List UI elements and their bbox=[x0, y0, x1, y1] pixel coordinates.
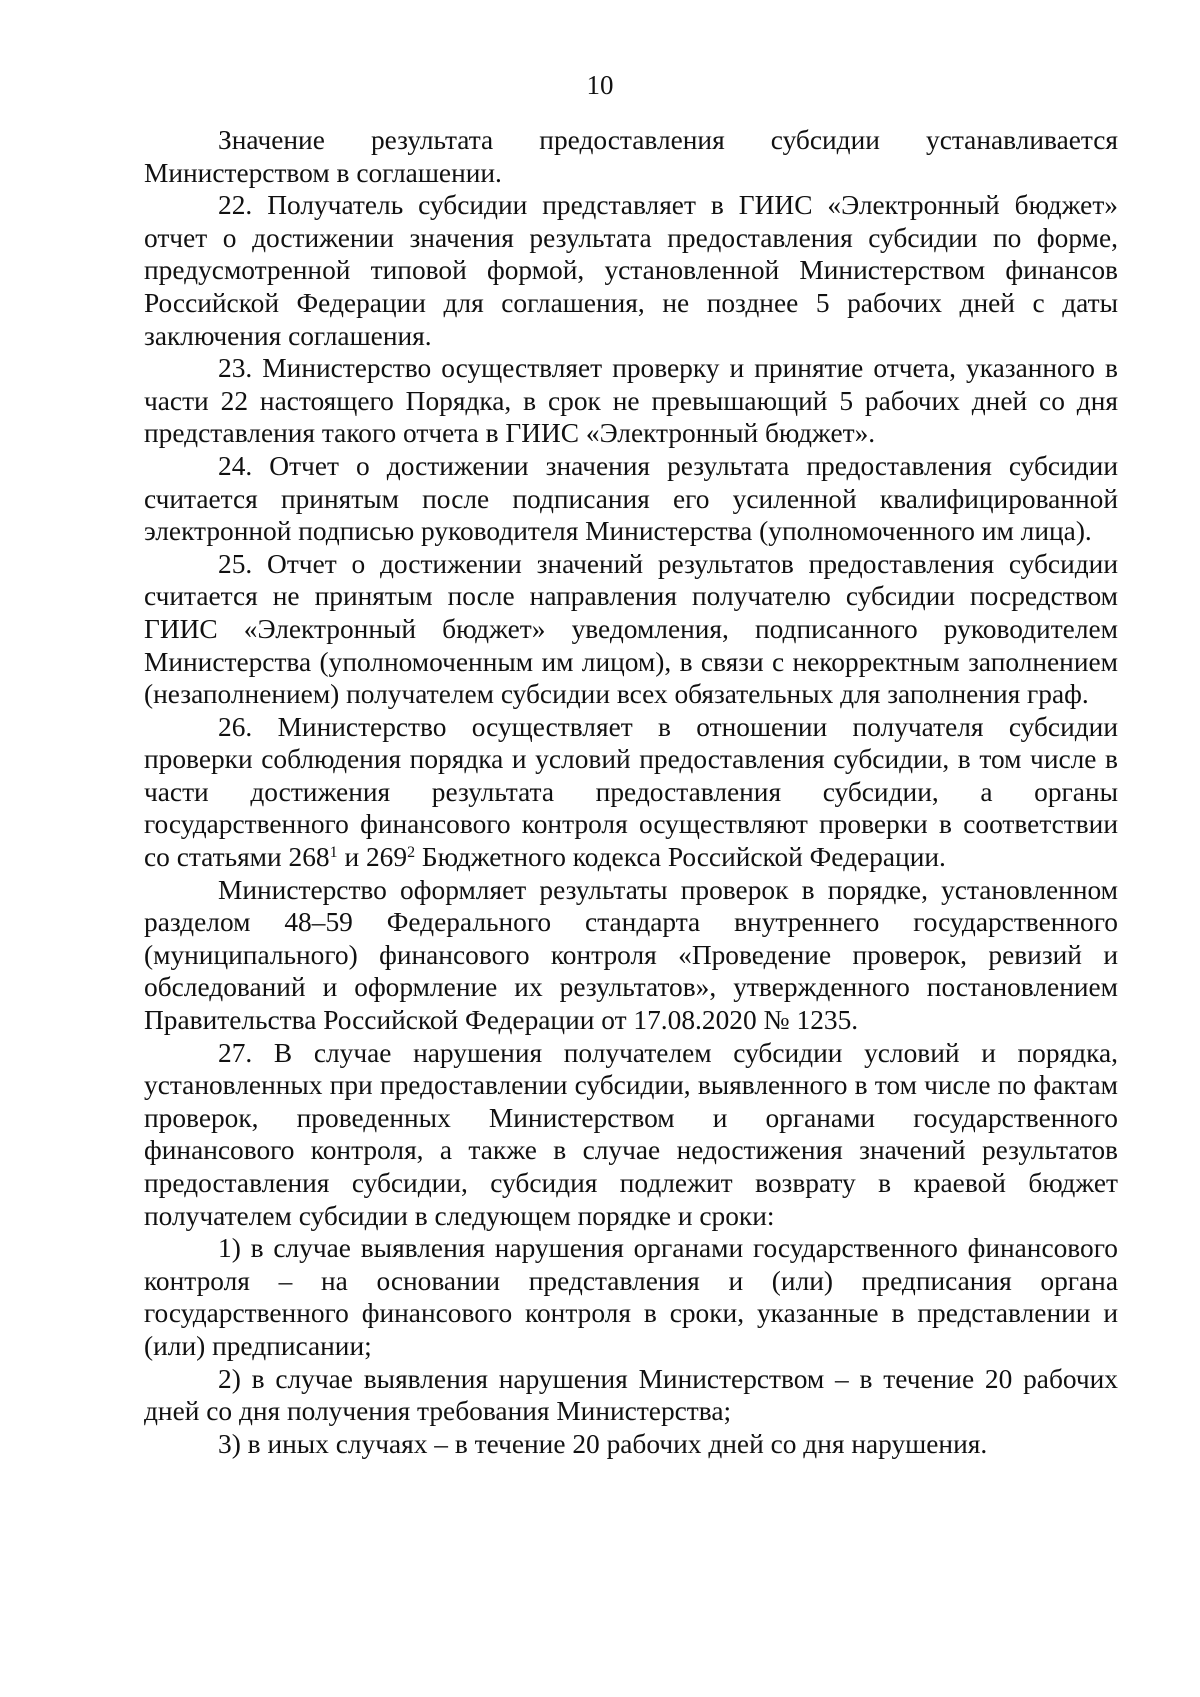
paragraph-26 bbox=[144, 711, 1118, 874]
footnote-superscript-268: 1 bbox=[329, 844, 338, 862]
paragraph-27: 27. В случае нарушения получателем субсидии условий и порядка, установленных при предоставлении субсидии, выявленного в том числе по фактам проверок, проведенных Министерством и органами государственного финансового контроля, а также в случае недостижения значений результатов предоставления субсидии, субсидия подлежит возврату в краевой бюджет получателем субсидии в следующем порядке и сроки: bbox=[144, 1037, 1118, 1231]
footnote-superscript-269: 2 bbox=[407, 844, 416, 862]
paragraph-23: 23. Министерство осуществляет проверку и принятие отчета, указанного в части 22 настоящего Порядка, в срок не превышающий 5 рабочих дней со дня представления такого отчета в ГИИС «Электронный бюджет». bbox=[144, 353, 1118, 449]
document-body bbox=[144, 124, 1118, 1460]
page-number: 10 bbox=[586, 70, 614, 100]
list-item-2: 2) в случае выявления нарушения Министерством – в течение 20 рабочих дней со дня получения требования Министерства; bbox=[144, 1363, 1118, 1427]
list-item-1: 1) в случае выявления нарушения органами государственного финансового контроля – на основании представления и (или) предписания органа государственного финансового контроля в сроки, указанные в представлении и (или) предписании; bbox=[144, 1233, 1118, 1361]
paragraph-inspection-results: Министерство оформляет результаты проверок в порядке, установленном разделом 48–59 Федерального стандарта внутреннего государственного (муниципального) финансового контроля «Проведение проверок, ревизий и обследований и оформление их результатов», утвержденного постановлением Правительства Российской Федерации от 17.08.2020 № 1235. bbox=[144, 874, 1118, 1036]
paragraph-result-value: Значение результата предоставления субсидии устанавливается Министерством в соглашении. bbox=[144, 125, 1118, 188]
paragraph-26-text-before: 26. Министерство осуществляет в отношении получателя субсидии проверки соблюдения порядка и условий предоставления субсидии, в том числе в части достижения результата предоставления субсидии, а органы государственного финансового контроля осуществляют проверки в соответствии со статьями 268 bbox=[144, 711, 1118, 873]
paragraph-26-text-after: Бюджетного кодекса Российской Федерации. bbox=[415, 842, 946, 873]
list-item-3: 3) в иных случаях – в течение 20 рабочих дней со дня нарушения. bbox=[218, 1428, 988, 1459]
paragraph-24: 24. Отчет о достижении значения результата предоставления субсидии считается принятым после подписания его усиленной квалифицированной электронной подписью руководителя Министерства (уполномоченного им лица). bbox=[144, 450, 1118, 547]
paragraph-22: 22. Получатель субсидии представляет в ГИИС «Электронный бюджет» отчет о достижении значения результата предоставления субсидии по форме, предусмотренной типовой формой, установленной Министерством финансов Российской Федерации для соглашения, не позднее 5 рабочих дней с даты заключения соглашения. bbox=[144, 190, 1118, 351]
paragraph-25: 25. Отчет о достижении значений результатов предоставления субсидии считается не принятым после направления получателю субсидии посредством ГИИС «Электронный бюджет» уведомления, подписанного руководителем Министерства (уполномоченным им лицом), в связи с некорректным заполнением (незаполнением) получателем субсидии всех обязательных для заполнения граф. bbox=[144, 548, 1118, 710]
paragraph-26-text-middle: и 269 bbox=[337, 842, 408, 873]
